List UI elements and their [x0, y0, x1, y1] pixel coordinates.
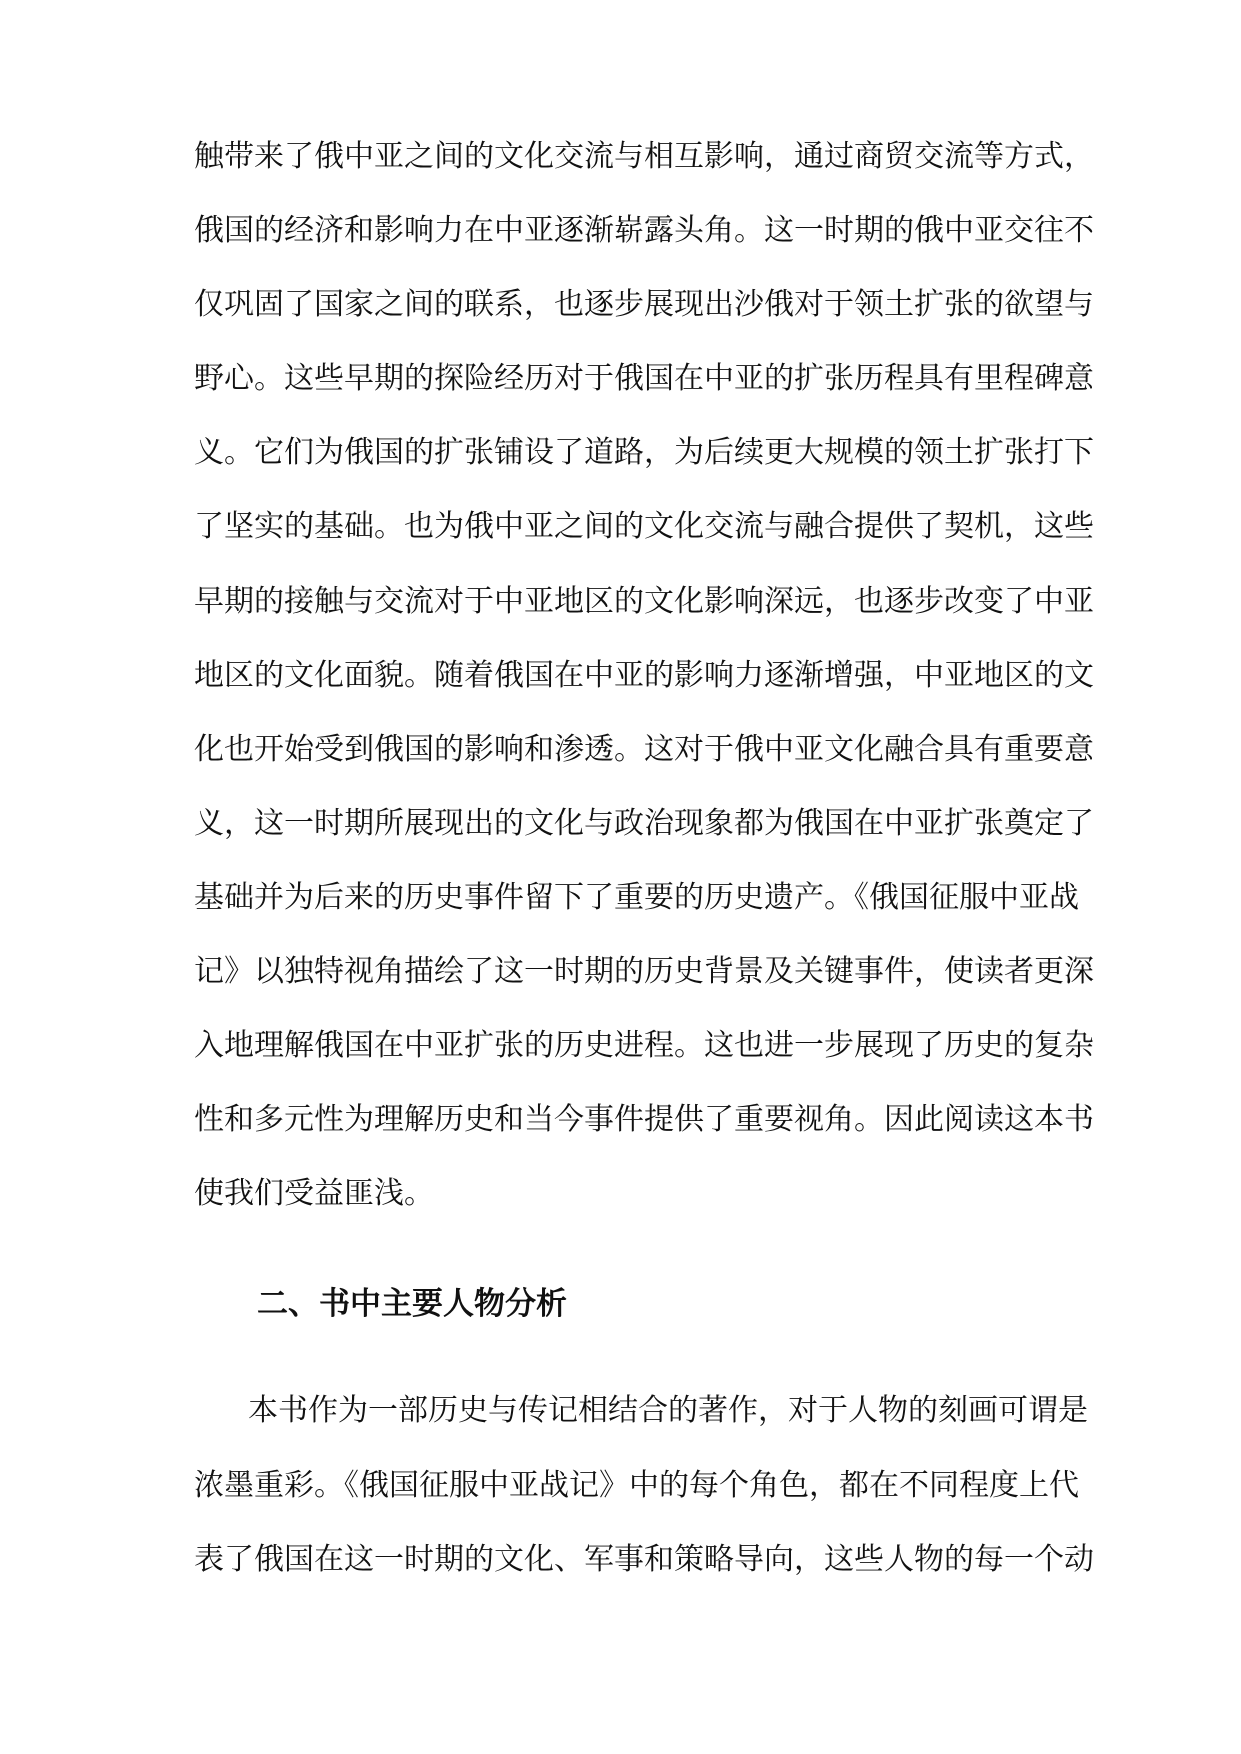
body-text-line: 俄国的经济和影响力在中亚逐渐崭露头角。这一时期的俄中亚交往不 — [194, 213, 1094, 248]
body-text-line: 了坚实的基础。也为俄中亚之间的文化交流与融合提供了契机，这些 — [194, 509, 1094, 544]
body-text-line: 义。它们为俄国的扩张铺设了道路，为后续更大规模的领土扩张打下 — [194, 435, 1094, 470]
body-text-line: 地区的文化面貌。随着俄国在中亚的影响力逐渐增强，中亚地区的文 — [194, 658, 1094, 693]
body-text-line: 触带来了俄中亚之间的文化交流与相互影响，通过商贸交流等方式， — [194, 139, 1094, 174]
body-text-line-indented: 本书作为一部历史与传记相结合的著作，对于人物的刻画可谓是 — [248, 1393, 1088, 1428]
body-text-line: 野心。这些早期的探险经历对于俄国在中亚的扩张历程具有里程碑意 — [194, 361, 1094, 396]
body-text-line: 表了俄国在这一时期的文化、军事和策略导向，这些人物的每一个动 — [194, 1542, 1094, 1577]
body-text-line: 基础并为后来的历史事件留下了重要的历史遗产。《俄国征服中亚战 — [194, 880, 1079, 915]
body-text-line: 仅巩固了国家之间的联系，也逐步展现出沙俄对于领土扩张的欲望与 — [194, 287, 1094, 322]
body-text-line-last: 使我们受益匪浅。 — [194, 1176, 434, 1211]
body-text-line: 义，这一时期所展现出的文化与政治现象都为俄国在中亚扩张奠定了 — [194, 806, 1094, 841]
body-text-line: 早期的接触与交流对于中亚地区的文化影响深远，也逐步改变了中亚 — [194, 584, 1094, 619]
body-text-line: 性和多元性为理解历史和当今事件提供了重要视角。因此阅读这本书 — [194, 1102, 1094, 1137]
section-heading: 二、书中主要人物分析 — [257, 1286, 567, 1322]
body-text-line: 化也开始受到俄国的影响和渗透。这对于俄中亚文化融合具有重要意 — [194, 732, 1094, 767]
body-text-line: 入地理解俄国在中亚扩张的历史进程。这也进一步展现了历史的复杂 — [194, 1028, 1094, 1063]
body-text-line: 浓墨重彩。《俄国征服中亚战记》中的每个角色，都在不同程度上代 — [194, 1468, 1079, 1503]
body-text-line: 记》以独特视角描绘了这一时期的历史背景及关键事件，使读者更深 — [194, 954, 1094, 989]
